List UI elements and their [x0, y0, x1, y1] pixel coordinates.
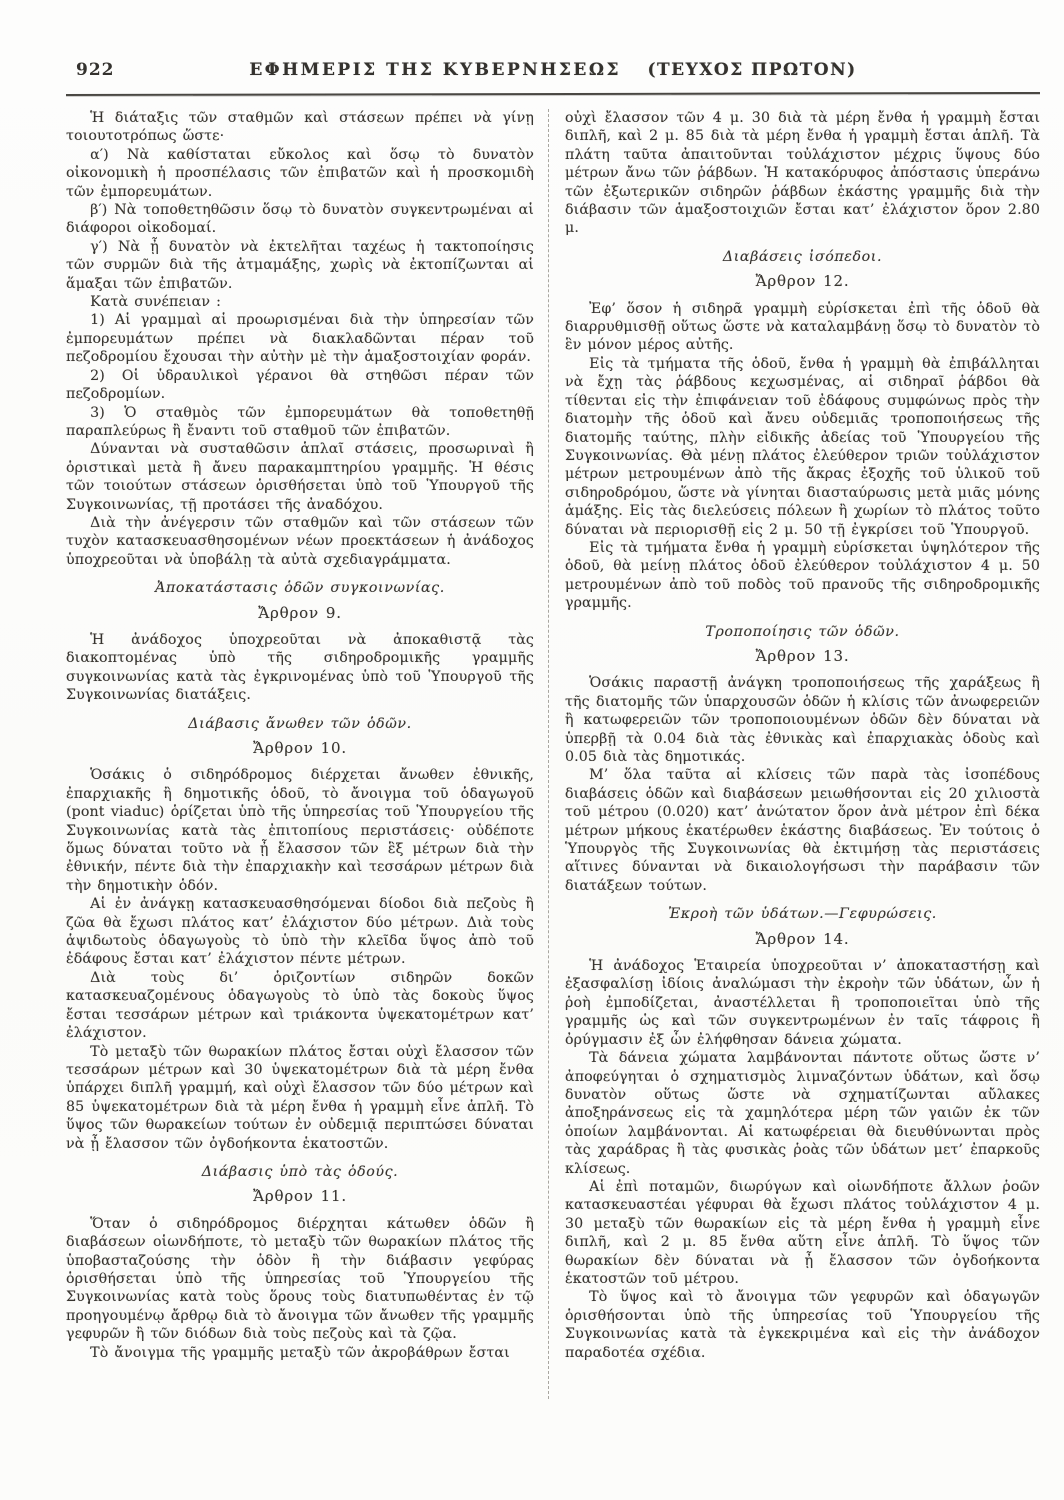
paragraph: Αἱ ἐπὶ ποταμῶν, διωρύγων καὶ οἱωνδήποτε ἄλλων ῥοῶν κατασκευαστέαι γέφυραι θὰ ἔχωσι πλάτος τοὐλάχιστον 4 μ. 30 μεταξὺ τῶν θωρακίων εἰς τὰ μέρη ἔνθα ἡ γραμμὴ εἶνε διπλῆ, καὶ 2 μ. 85 ἔνθα αὕτη εἶνε ἁπλῆ. Τὸ ὕψος τῶν θωρακίων δὲν δύναται νὰ ᾖ ἔλασσον τῶν ὀγδοήκοντα ἑκατοστῶν τοῦ μέτρου.: [565, 1178, 1040, 1287]
paragraph: 1) Αἱ γραμμαὶ αἱ προωρισμέναι διὰ τὴν ὑπηρεσίαν τῶν ἐμπορευμάτων πρέπει νὰ διακλαδῶνται πέραν τοῦ πεζοδρομίου ἔχουσαι τὴν αὐτὴν μὲ τὴν ἁμαξοστοιχίαν φοράν.: [66, 312, 534, 366]
paragraph-continuation: οὐχὶ ἔλασσον τῶν 4 μ. 30 διὰ τὰ μέρη ἔνθα ἡ γραμμὴ ἔσται διπλῆ, καὶ 2 μ. 85 διὰ τὰ μέρη ἔνθα ἡ γραμμὴ ἔσται ἁπλῆ. Τὰ πλάτη ταῦτα ἀπαιτοῦνται τοὐλάχιστον μέχρις ὕψους δύο μέτρων ἄνω τῶν ῥάβδων. Ἡ κατακόρυφος ἀπόστασις ὑπεράνω τῶν ἐξωτερικῶν σιδηρῶν ῥάβδων ἑκάστης γραμμῆς διὰ τὴν διάβασιν τῶν ἁμαξοστοιχιῶν ἔσται κατ’ ἐλάχιστον ὅρον 2.80 μ.: [565, 110, 1040, 237]
section-heading: Διάβασις ἄνωθεν τῶν ὁδῶν.: [188, 715, 412, 732]
article-heading: Ἄρθρον 10.: [253, 739, 347, 757]
section-heading: Ἐκροὴ τῶν ὑδάτων.—Γεφυρώσεις.: [668, 906, 937, 923]
paragraph: Δύνανται νὰ συσταθῶσιν ἁπλαῖ στάσεις, προσωριναὶ ἢ ὁριστικαὶ μετὰ ἢ ἄνευ παρακαμπτηρίου γραμμῆς. Ἡ θέσις τῶν τοιούτων στάσεων ὁρισθήσεται ὑπὸ τοῦ Ὑπουργοῦ τῆς Συγκοινωνίας, τῇ προτάσει τῆς ἀναδόχου.: [66, 441, 534, 513]
paragraph: β′) Νὰ τοποθετηθῶσιν ὅσῳ τὸ δυνατὸν συγκεντρωμέναι αἱ διάφοροι οἰκοδομαί.: [66, 202, 534, 237]
paragraph: Εἰς τὰ τμήματα ἔνθα ἡ γραμμὴ εὑρίσκεται ὑψηλότερον τῆς ὁδοῦ, θὰ μείνῃ πλάτος ὁδοῦ ἐλεύθερον τοὐλάχιστον 4 μ. 50 μετρουμένων ἀπὸ τοῦ ποδὸς τοῦ πρανοῦς τῆς σιδηροδρομικῆς γραμμῆς.: [565, 539, 1040, 612]
paragraph: Τὸ μεταξὺ τῶν θωρακίων πλάτος ἔσται οὐχὶ ἔλασσον τῶν τεσσάρων μέτρων καὶ 30 ὑψεκατομέτρων διὰ τὰ μέρη ἔνθα ὑπάρχει διπλῆ γραμμή, καὶ οὐχὶ ἔλασσον τῶν δύο μέτρων καὶ 85 ὑψεκατομέτρων διὰ τὰ μέρη ἔνθα ἡ γραμμὴ εἶνε ἁπλῆ. Τὸ ὕψος τῶν θωρακείων τούτων ἐν οὐδεμιᾷ περιπτώσει δύναται νὰ ᾖ ἔλασσον τῶν ὀγδοήκοντα ἑκατοστῶν.: [66, 1043, 534, 1152]
section-heading: Διαβάσεις ἰσόπεδοι.: [722, 248, 883, 265]
paragraph: Ἐφ’ ὅσον ἡ σιδηρᾶ γραμμὴ εὑρίσκεται ἐπὶ τῆς ὁδοῦ θὰ διαρρυθμισθῇ οὕτως ὥστε νὰ καταλαμβάνῃ ὅσῳ τὸ δυνατὸν τὸ ἓν μόνον μέρος αὐτῆς.: [565, 300, 1040, 354]
article-heading: Ἄρθρον 12.: [755, 272, 850, 291]
paragraph: α′) Νὰ καθίσταται εὔκολος καὶ ὅσῳ τὸ δυνατὸν οἰκονομικὴ ἡ προσπέλασις τῶν ἐπιβατῶν καὶ ἡ προσκομιδὴ τῶν ἐμπορευμάτων.: [66, 146, 534, 200]
left-column: [66, 109, 534, 1362]
article-heading: Ἄρθρον 9.: [258, 603, 342, 622]
paragraph: Ὁσάκις παραστῇ ἀνάγκη τροποποιήσεως τῆς χαράξεως ἢ τῆς διατομῆς τῶν ὑπαρχουσῶν ὁδῶν ἡ κλίσις τῶν ἀνωφερειῶν ἢ κατωφερειῶν τῶν τροποποιουμένων ὁδῶν δὲν δύναται νὰ ὑπερβῇ τὰ 0.04 διὰ τὰς ἐθνικὰς καὶ ἐπαρχιακὰς ὁδοὺς καὶ 0.05 διὰ τὰς δημοτικάς.: [565, 675, 1040, 765]
paragraph: Διὰ τὴν ἀνέγερσιν τῶν σταθμῶν καὶ τῶν στάσεων τῶν τυχὸν κατασκευασθησομένων νέων προεκτάσεων ἡ ἀνάδοχος ὑποχρεοῦται νὰ ὑποβάλῃ τὰ αὐτὰ σχεδιαγράμματα.: [66, 514, 534, 568]
page-number: 922: [76, 60, 115, 80]
paragraph: Τὸ ὕψος καὶ τὸ ἄνοιγμα τῶν γεφυρῶν καὶ ὁδαγωγῶν ὁρισθήσονται ὑπὸ τῆς ὑπηρεσίας τοῦ Ὑπουργείου τῆς Συγκοινωνίας κατὰ τὰ ἐγκεκριμένα καὶ εἰς τὴν ἀνάδοχον παραδοτέα σχέδια.: [565, 1289, 1040, 1361]
paragraph: 3) Ὁ σταθμὸς τῶν ἐμπορευμάτων θὰ τοποθετηθῇ παραπλεύρως ἢ ἔναντι τοῦ σταθμοῦ τῶν ἐπιβατῶν.: [66, 404, 534, 439]
header-rule: [66, 92, 1040, 96]
paragraph: Εἰς τὰ τμήματα τῆς ὁδοῦ, ἔνθα ἡ γραμμὴ θὰ ἐπιβάλληται νὰ ἔχῃ τὰς ῥάβδους κεχωσμένας, αἱ σιδηραῖ ῥάβδοι θὰ τίθενται εἰς τὴν ἐπιφάνειαν τοῦ ἐδάφους συμφώνως πρὸς τὴν διατομὴν τῆς ὁδοῦ καὶ ἄνευ οὐδεμιᾶς τροποποιήσεως τῆς διατομῆς ταύτης, πλὴν εἰδικῆς ἀδείας τοῦ Ὑπουργείου τῆς Συγκοινωνίας. Θὰ μένῃ πλάτος ἐλεύθερον τριῶν τοὐλάχιστον μέτρων μετρουμένων ἀπὸ τῆς ἄκρας ἐξοχῆς τοῦ ὑλικοῦ τοῦ σιδηροδρόμου, ὥστε νὰ γίνηται διασταύρωσις μετὰ μιᾶς μόνης ἁμάξης. Εἰς τὰς διελεύσεις πόλεων ἢ χωρίων τὸ πλάτος τοῦτο δύναται νὰ περιορισθῇ εἰς 2 μ. 50 τῇ ἐγκρίσει τοῦ Ὑπουργοῦ.: [565, 355, 1040, 538]
article-heading: Ἄρθρον 11.: [253, 1187, 347, 1206]
paragraph: γ′) Νὰ ᾖ δυνατὸν νὰ ἐκτελῆται ταχέως ἡ τακτοποίησις τῶν συρμῶν διὰ τῆς ἀτμαμάξης, χωρὶς νὰ ἐκτοπίζωνται αἱ ἅμαξαι τῶν ἐπιβατῶν.: [66, 238, 534, 292]
gazette-title: [66, 60, 1040, 80]
paragraph: Αἱ ἐν ἀνάγκῃ κατασκευασθησόμεναι δίοδοι διὰ πεζοὺς ἢ ζῶα θὰ ἔχωσι πλάτος κατ’ ἐλάχιστον δύο μέτρων. Διὰ τοὺς ἁψιδωτοὺς ὁδαγωγοὺς τὸ ὑπὸ τὴν κλεῖδα ὕψος ἀπὸ τοῦ ἐδάφους ἔσται κατ’ ἐλάχιστον πέντε μέτρων.: [66, 896, 534, 968]
article-heading: Ἄρθρον 14.: [755, 929, 850, 948]
paragraph: 2) Οἱ ὑδραυλικοὶ γέρανοι θὰ στηθῶσι πέραν τῶν πεζοδρομίων.: [66, 367, 534, 403]
section-heading: Διάβασις ὑπὸ τὰς ὁδούς.: [201, 1163, 399, 1180]
right-column: [548, 109, 1040, 1399]
paragraph: Ἡ ἀνάδοχος ὑποχρεοῦται νὰ ἀποκαθιστᾷ τὰς διακοπτομένας ὑπὸ τῆς σιδηροδρομικῆς γραμμῆς συγκοινωνίας κατὰ τὰς ἐγκρινομένας ὑπὸ τοῦ Ὑπουργοῦ τῆς Συγκοινωνίας διατάξεις.: [66, 631, 534, 704]
paragraph: Κατὰ συνέπειαν :: [90, 294, 222, 311]
section-heading: Τροποποίησις τῶν ὁδῶν.: [705, 623, 900, 640]
page-header: [66, 60, 1040, 86]
paragraph: Μ’ ὅλα ταῦτα αἱ κλίσεις τῶν παρὰ τὰς ἰσοπέδους διαβάσεις ὁδῶν καὶ διαβάσεων μειωθήσονται εἰς 20 χιλιοστὰ τοῦ μέτρου (0.020) κατ’ ἀνώτατον ὅρον ἀνὰ μέτρον ἐπὶ δέκα μέτρων μήκους ἑκατέρωθεν ἑκάστης διαβάσεως. Ἐν τούτοις ὁ Ὑπουργὸς τῆς Συγκοινωνίας θὰ ἐκτιμήσῃ τὰς περιστάσεις αἵτινες δύνανται νὰ δικαιολογήσωσι τὴν παράβασιν τῶν διατάξεων τούτων.: [565, 767, 1040, 894]
article-heading: Ἄρθρον 13.: [755, 646, 850, 665]
paragraph: Ἡ διάταξις τῶν σταθμῶν καὶ στάσεων πρέπει νὰ γίνῃ τοιουτοτρόπως ὥστε·: [66, 110, 534, 145]
paragraph: Διὰ τοὺς δι’ ὁριζοντίων σιδηρῶν δοκῶν κατασκευαζομένους ὁδαγωγοὺς τὸ ὑπὸ τὰς δοκοὺς ὕψος ἔσται τεσσάρων μέτρων καὶ τριάκοντα ὑψεκατομέτρων κατ’ ἐλάχιστον.: [66, 969, 534, 1042]
paragraph: Ὅταν ὁ σιδηρόδρομος διέρχηται κάτωθεν ὁδῶν ἢ διαβάσεων οἱωνδήποτε, τὸ μεταξὺ τῶν θωρακίων πλάτος τῆς ὑποβασταζούσης τὴν ὁδὸν ἢ τὴν διάβασιν γεφύρας ὁρισθήσεται ὑπὸ τῆς ὑπηρεσίας τοῦ Ὑπουργείου τῆς Συγκοινωνίας κατὰ τοὺς ὅρους τοὺς διατυπωθέντας ἐν τῷ προηγουμένῳ ἄρθρῳ διὰ τὸ ἄνοιγμα τῶν ἄνωθεν τῆς γραμμῆς γεφυρῶν ἢ τῶν διόδων διὰ τοὺς πεζοὺς καὶ τὰ ζῷα.: [66, 1215, 534, 1343]
paragraph: Ὁσάκις ὁ σιδηρόδρομος διέρχεται ἄνωθεν ἐθνικῆς, ἐπαρχιακῆς ἢ δημοτικῆς ὁδοῦ, τὸ ἄνοιγμα τοῦ ὁδαγωγοῦ (pont viaduc) ὁρίζεται ὑπὸ τῆς ὑπηρεσίας τοῦ Ὑπουργείου τῆς Συγκοινωνίας κατὰ τὰς ἐπιτοπίους περιστάσεις· οὐδέποτε ὅμως δύναται τοῦτο νὰ ᾖ ἔλασσον τῶν ἓξ μέτρων διὰ τὴν ἐθνικήν, πέντε διὰ τὴν ἐπαρχιακὴν καὶ τεσσάρων μέτρων διὰ τὴν δημοτικὴν ὁδόν.: [66, 767, 534, 894]
paragraph: Τὸ ἄνοιγμα τῆς γραμμῆς μεταξὺ τῶν ἀκροβάθρων ἔσται: [90, 1344, 510, 1361]
paragraph: Τὰ δάνεια χώματα λαμβάνονται πάντοτε οὕτως ὥστε ν’ ἀποφεύγηται ὁ σχηματισμὸς λιμναζόντων ὑδάτων, καὶ ὅσῳ δυνατὸν οὕτως ὥστε νὰ σχηματίζωνται αὔλακες ἀποξηράνσεως εἰς τὰ χαμηλότερα μέρη τῶν γαιῶν ἐκ τῶν ὁποίων λαμβάνονται. Αἱ κατωφέρειαι θὰ διευθύνωνται πρὸς τὰς χαράδρας ἢ τὰς φυσικὰς ῥοὰς τῶν ὑδάτων μετ’ ἐπαρκοῦς κλίσεως.: [565, 1050, 1040, 1177]
issue-label: (ΤΕΥΧΟΣ ΠΡΩΤΟΝ): [647, 60, 857, 80]
gazette-title-text: ΕΦΗΜΕΡΙΣ ΤΗΣ ΚΥΒΕΡΝΗΣΕΩΣ: [249, 60, 622, 80]
paragraph: Ἡ ἀνάδοχος Ἑταιρεία ὑποχρεοῦται ν’ ἀποκαταστήσῃ καὶ ἐξασφαλίσῃ ἰδίοις ἀναλώμασι τὴν ἐκροὴν τῶν ὑδάτων, ὧν ἡ ῥοὴ ἐμποδίζεται, ἀναστέλλεται ἢ τροποποιεῖται ὑπὸ τῆς γραμμῆς ὡς καὶ τῶν συγκεντρωμένων ἐν ταῖς τάφροις ἢ ὀρύγμασιν ἐξ ὧν ἐλήφθησαν δάνεια χώματα.: [565, 958, 1040, 1048]
section-heading: Ἀποκατάστασις ὁδῶν συγκοινωνίας.: [155, 580, 445, 597]
text-columns: [66, 109, 1040, 1399]
